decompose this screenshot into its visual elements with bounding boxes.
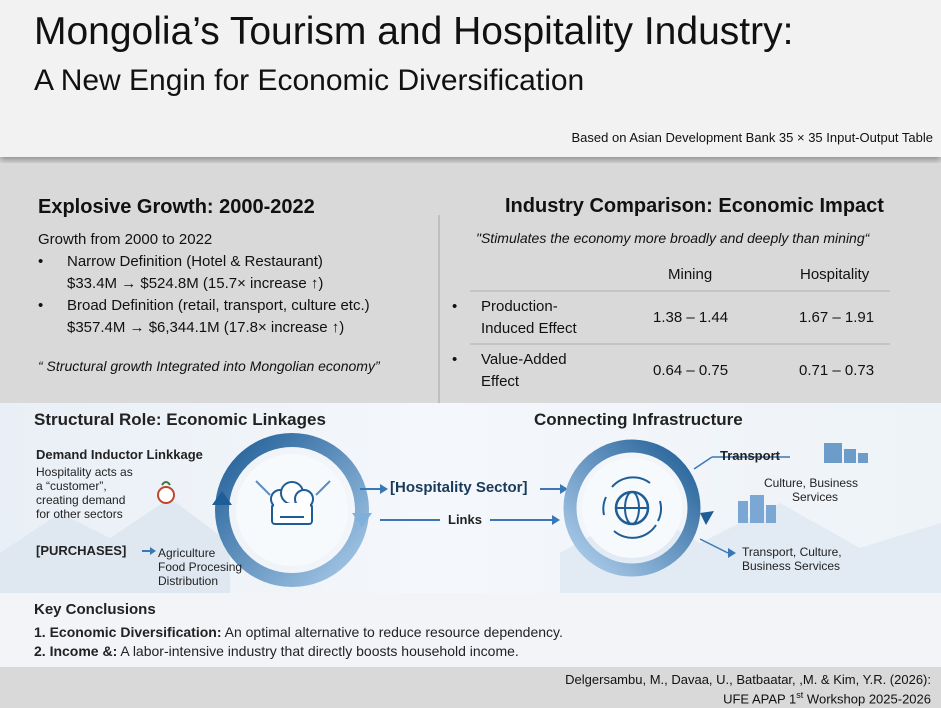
pointer-line xyxy=(694,457,712,469)
conclusion-1-text: An optimal alternative to reduce resource dependency. xyxy=(221,624,563,640)
conclusion-2-text: A labor-intensive industry that directly boosts household income. xyxy=(117,643,519,659)
demand-title: Demand Inductor Linkkage xyxy=(36,447,203,462)
growth-item-1-value: $33.4M → $524.8M (15.7× increase ↑) xyxy=(67,275,324,292)
bullet-1: • xyxy=(38,253,44,270)
comparison-heading: Industry Comparison: Economic Impact xyxy=(505,195,884,217)
combined-line-1: Transport, Culture, xyxy=(742,545,842,559)
row-2-mining: 0.64 – 0.75 xyxy=(653,362,729,379)
infrastructure-heading: Connecting Infrastructure xyxy=(534,410,743,429)
combined-line-2: Business Services xyxy=(742,559,841,573)
produce-icon xyxy=(158,482,174,503)
purchase-line-2: Food Procesing xyxy=(158,560,243,574)
ring-arrow-icon xyxy=(700,511,714,525)
culture-line-2: Services xyxy=(792,490,839,504)
row-2-label-line1: Value-Added xyxy=(481,351,567,368)
comparison-quote: "Stimulates the economy more broadly and deeply than mining“ xyxy=(476,230,870,246)
citation-superscript: st xyxy=(796,690,804,700)
growth-item-1-label: Narrow Definition (Hotel & Restaurant) xyxy=(67,253,323,270)
table-rule xyxy=(470,343,890,345)
column-header-hospitality: Hospitality xyxy=(800,266,870,283)
citation-line-1: Delgersambu, M., Davaa, U., Batbaatar, ,M. & Kim, Y.R. (2026): xyxy=(565,672,931,687)
page-subtitle: A New Engin for Economic Diversification xyxy=(34,64,585,97)
linkages-heading: Structural Role: Economic Linkages xyxy=(34,410,326,429)
links-label: Links xyxy=(448,512,482,527)
infographic-panel xyxy=(0,403,941,593)
row-1-hospitality: 1.67 – 1.91 xyxy=(799,309,875,326)
conclusion-2 xyxy=(34,643,519,659)
flow-arrow-head xyxy=(380,484,388,494)
row-bullet-1: • xyxy=(452,298,458,315)
growth-heading: Explosive Growth: 2000-2022 xyxy=(38,196,315,218)
flow-arrow-head xyxy=(552,515,560,525)
demand-line-2: a “customer”, xyxy=(36,479,107,493)
row-1-mining: 1.38 – 1.44 xyxy=(653,309,729,326)
growth-intro: Growth from 2000 to 2022 xyxy=(38,231,213,248)
page-title: Mongolia’s Tourism and Hospitality Industry: xyxy=(34,10,794,53)
demand-line-4: for other sectors xyxy=(36,507,123,521)
row-1-label-line1: Production- xyxy=(481,298,558,315)
purchase-line-3: Distribution xyxy=(158,574,219,588)
source-note: Based on Asian Development Bank 35 × 35 Input-Output Table xyxy=(571,130,933,145)
conclusion-1 xyxy=(34,624,563,640)
growth-quote: “ Structural growth Integrated into Mongolian economy” xyxy=(38,358,380,374)
row-2-hospitality: 0.71 – 0.73 xyxy=(799,362,875,379)
conclusion-2-lead: 2. Income &: xyxy=(34,643,118,659)
transport-label: Transport xyxy=(720,448,780,463)
citation-prefix: UFE APAP 1 xyxy=(723,691,797,707)
conclusion-1-lead: 1. Economic Diversification: xyxy=(34,624,222,640)
bullet-2: • xyxy=(38,297,44,314)
table-rule xyxy=(470,290,890,292)
row-2-label-line2: Effect xyxy=(481,373,520,390)
growth-item-2-value: $357.4M → $6,344.1M (17.8× increase ↑) xyxy=(67,319,345,336)
hospitality-sector-label: [Hospitality Sector] xyxy=(390,479,528,496)
culture-line-1: Culture, Business xyxy=(764,476,859,490)
growth-item-2-label: Broad Definition (retail, transport, culture etc.) xyxy=(67,297,370,314)
citation-suffix: Workshop 2025-2026 xyxy=(803,691,931,707)
demand-line-3: creating demand xyxy=(36,493,126,507)
purchase-line-1: Agriculture xyxy=(158,546,216,560)
conclusions-heading: Key Conclusions xyxy=(34,601,156,618)
purchases-label: [PURCHASES] xyxy=(36,543,127,558)
demand-line-1: Hospitality acts as xyxy=(36,465,133,479)
citation-line-2 xyxy=(723,690,931,706)
row-bullet-2: • xyxy=(452,351,458,368)
row-1-label-line2: Induced Effect xyxy=(481,320,577,337)
column-header-mining: Mining xyxy=(668,266,713,283)
city-icon xyxy=(738,495,776,523)
vertical-divider xyxy=(438,215,440,403)
building-icon xyxy=(824,443,868,463)
